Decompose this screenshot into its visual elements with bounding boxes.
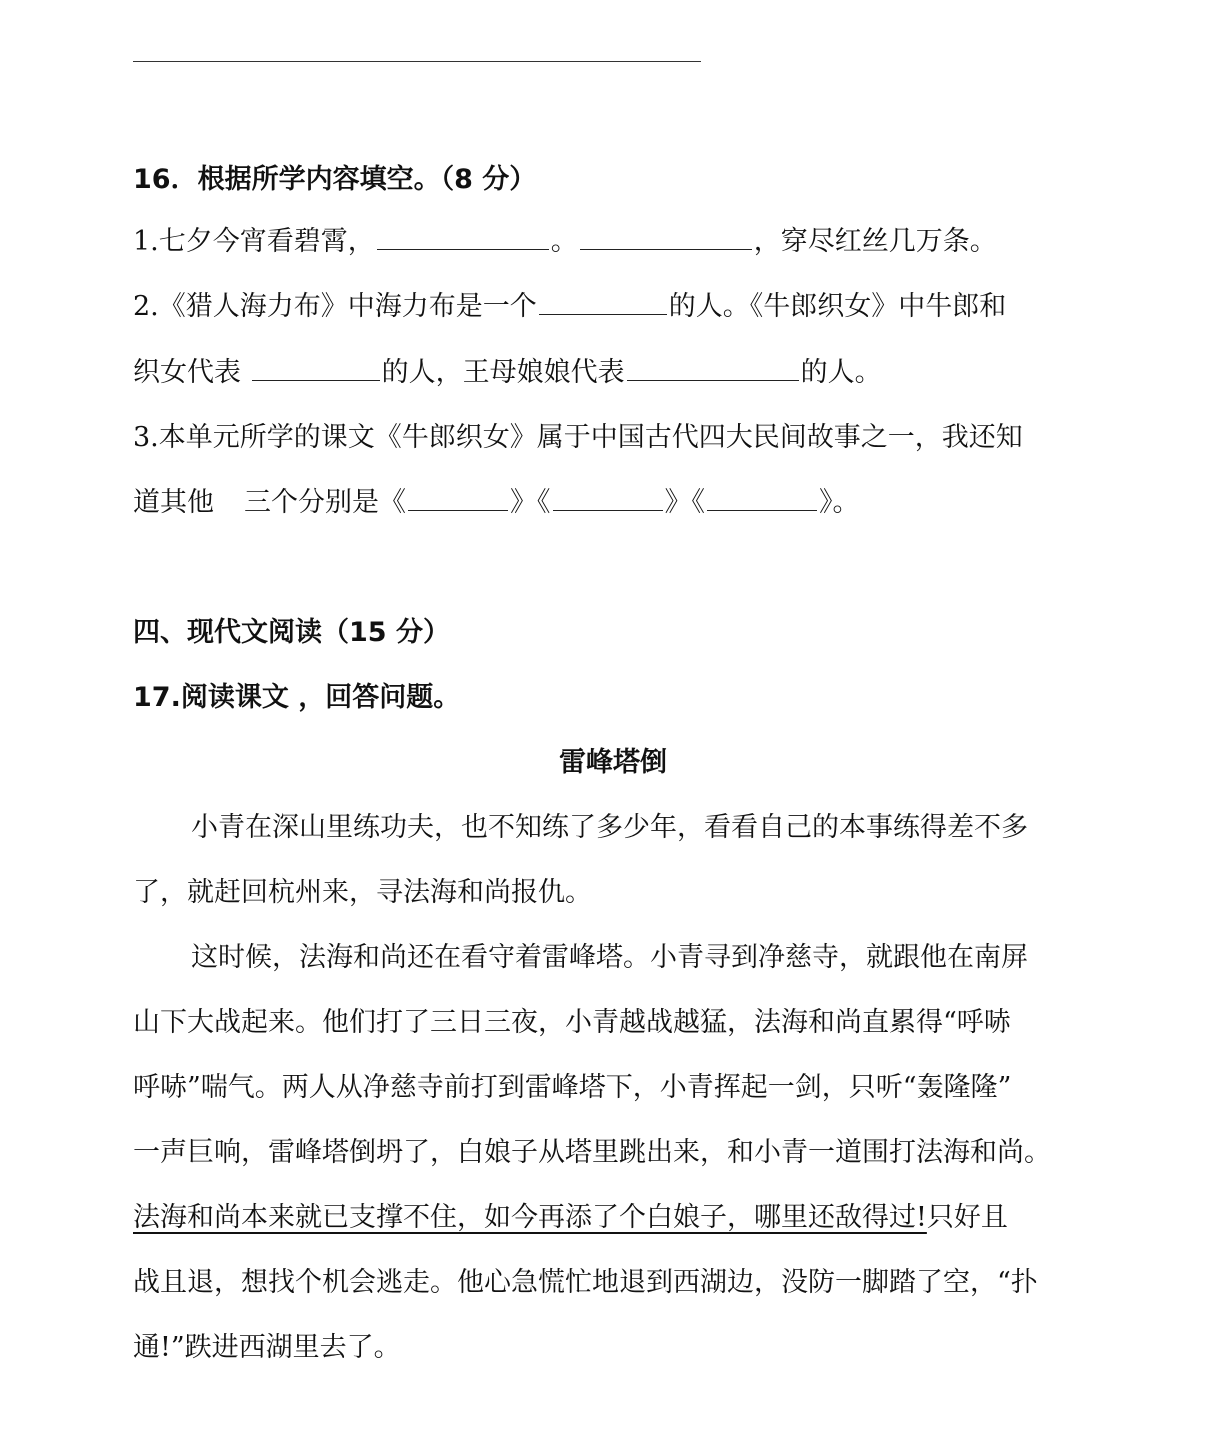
passage-line: 了，就赶回杭州来，寻法海和尚报仇。 xyxy=(133,877,592,908)
q16-item3-line2-e: 》。 xyxy=(819,487,860,518)
q16-item1-suffix: ，穿尽红丝几万条。 xyxy=(753,226,997,257)
q16-item2-line2 xyxy=(133,355,882,391)
q16-heading: 16．根据所学内容填空。（8 分） xyxy=(133,164,537,195)
passage-line-rest: 只好且 xyxy=(926,1202,1008,1233)
answer-blank[interactable] xyxy=(553,486,663,511)
q16-item2-prefix: 2.《猎人海力布》中海力布是一个 xyxy=(133,291,537,322)
answer-blank[interactable] xyxy=(580,225,752,250)
answer-blank[interactable] xyxy=(377,225,549,250)
q16-item3-line2 xyxy=(133,485,860,521)
passage-line: 山下大战起来。他们打了三日三夜，小青越战越猛，法海和尚直累得“呼哧 xyxy=(133,1007,1011,1038)
q16-item3-line2-a: 道其他 xyxy=(133,487,214,518)
answer-blank[interactable] xyxy=(707,486,817,511)
q16-item3-line1: 3.本单元所学的课文《牛郎织女》属于中国古代四大民间故事之一，我还知 xyxy=(133,422,1023,453)
passage-line: 战且退，想找个机会逃走。他心急慌忙地退到西湖边，没防一脚踏了空，“扑 xyxy=(133,1267,1038,1298)
q16-item2-line2-mid: 的人，王母娘娘代表 xyxy=(381,357,625,388)
q16-item2-line1 xyxy=(133,289,1006,325)
answer-blank[interactable] xyxy=(627,356,799,381)
q16-item1 xyxy=(133,224,997,260)
passage-title: 雷峰塔倒 xyxy=(559,747,667,778)
answer-blank[interactable] xyxy=(252,356,380,381)
q16-item2-line2-prefix: 织女代表 xyxy=(133,357,241,388)
passage-line: 通!”跌进西湖里去了。 xyxy=(133,1332,401,1363)
q16-item1-prefix: 1.七夕今宵看碧霄， xyxy=(133,226,375,257)
answer-blank[interactable] xyxy=(539,290,667,315)
passage-line: 小青在深山里练功夫，也不知练了多少年，看看自己的本事练得差不多 xyxy=(191,812,1028,843)
passage-line: 呼哧”喘气。两人从净慈寺前打到雷峰塔下，小青挥起一剑，只听“轰隆隆” xyxy=(133,1072,1012,1103)
q16-item2-line2-suffix: 的人。 xyxy=(800,357,882,388)
q16-item1-mid: 。 xyxy=(550,226,578,257)
passage-line xyxy=(133,1200,1008,1236)
q16-item2-suffix: 的人。《牛郎织女》中牛郎和 xyxy=(668,291,1007,322)
section4-heading: 四、现代文阅读（15 分） xyxy=(133,617,450,648)
q16-item3-line2-b: 三个分别是《 xyxy=(244,487,406,518)
q17-heading: 17.阅读课文 ，回答问题。 xyxy=(133,682,461,713)
answer-blank[interactable] xyxy=(408,486,508,511)
passage-line: 这时候，法海和尚还在看守着雷峰塔。小青寻到净慈寺，就跟他在南屏 xyxy=(191,942,1028,973)
top-rule xyxy=(133,61,701,62)
q16-item3-line2-d: 》《 xyxy=(664,487,705,518)
passage-line: 一声巨响，雷峰塔倒坍了，白娘子从塔里跳出来，和小青一道围打法海和尚。 xyxy=(133,1137,1051,1168)
q16-item3-line2-c: 》《 xyxy=(510,487,551,518)
underlined-sentence: 法海和尚本来就已支撑不住，如今再添了个白娘子，哪里还敌得过! xyxy=(133,1202,927,1233)
